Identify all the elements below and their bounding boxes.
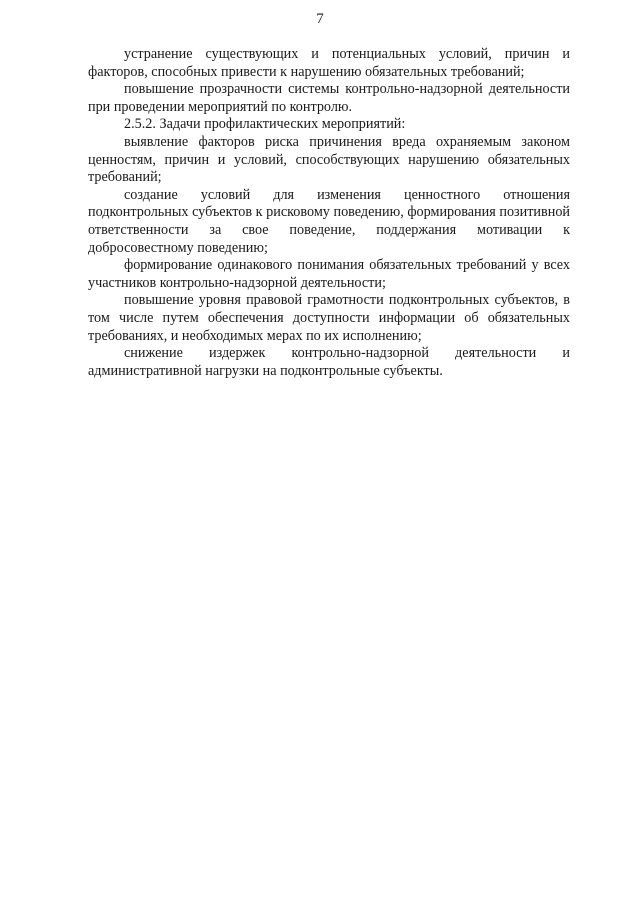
page-number: 7: [316, 11, 324, 27]
paragraph-create-conditions: создание условий для изменения ценностного отношения подконтрольных субъектов к рисковому поведению, формирования позитивной ответственности за свое поведение, поддержания мотивации к добросовестному поведению;: [88, 186, 570, 256]
section-heading-2-5-2: 2.5.2. Задачи профилактических мероприятий:: [124, 116, 406, 133]
document-body: [88, 46, 570, 380]
paragraph-increase-transparency: повышение прозрачности системы контрольно-надзорной деятельности при проведении мероприятий по контролю.: [88, 81, 570, 115]
paragraph-legal-literacy: повышение уровня правовой грамотности подконтрольных субъектов, в том числе путем обеспечения доступности информации об обязательных требованиях, и необходимых мерах по их исполнению;: [88, 292, 570, 344]
paragraph-uniform-understanding: формирование одинакового понимания обязательных требований у всех участников контрольно-надзорной деятельности;: [88, 257, 570, 291]
paragraph-identify-risk-factors: выявление факторов риска причинения вреда охраняемым законом ценностям, причин и условий, способствующих нарушению обязательных требований;: [88, 133, 570, 186]
paragraph-reduce-costs: снижение издержек контрольно-надзорной деятельности и административной нагрузки на подконтрольные субъекты.: [88, 345, 570, 379]
paragraph-eliminate-conditions: устранение существующих и потенциальных условий, причин и факторов, способных привести к нарушению обязательных требований;: [88, 46, 570, 80]
